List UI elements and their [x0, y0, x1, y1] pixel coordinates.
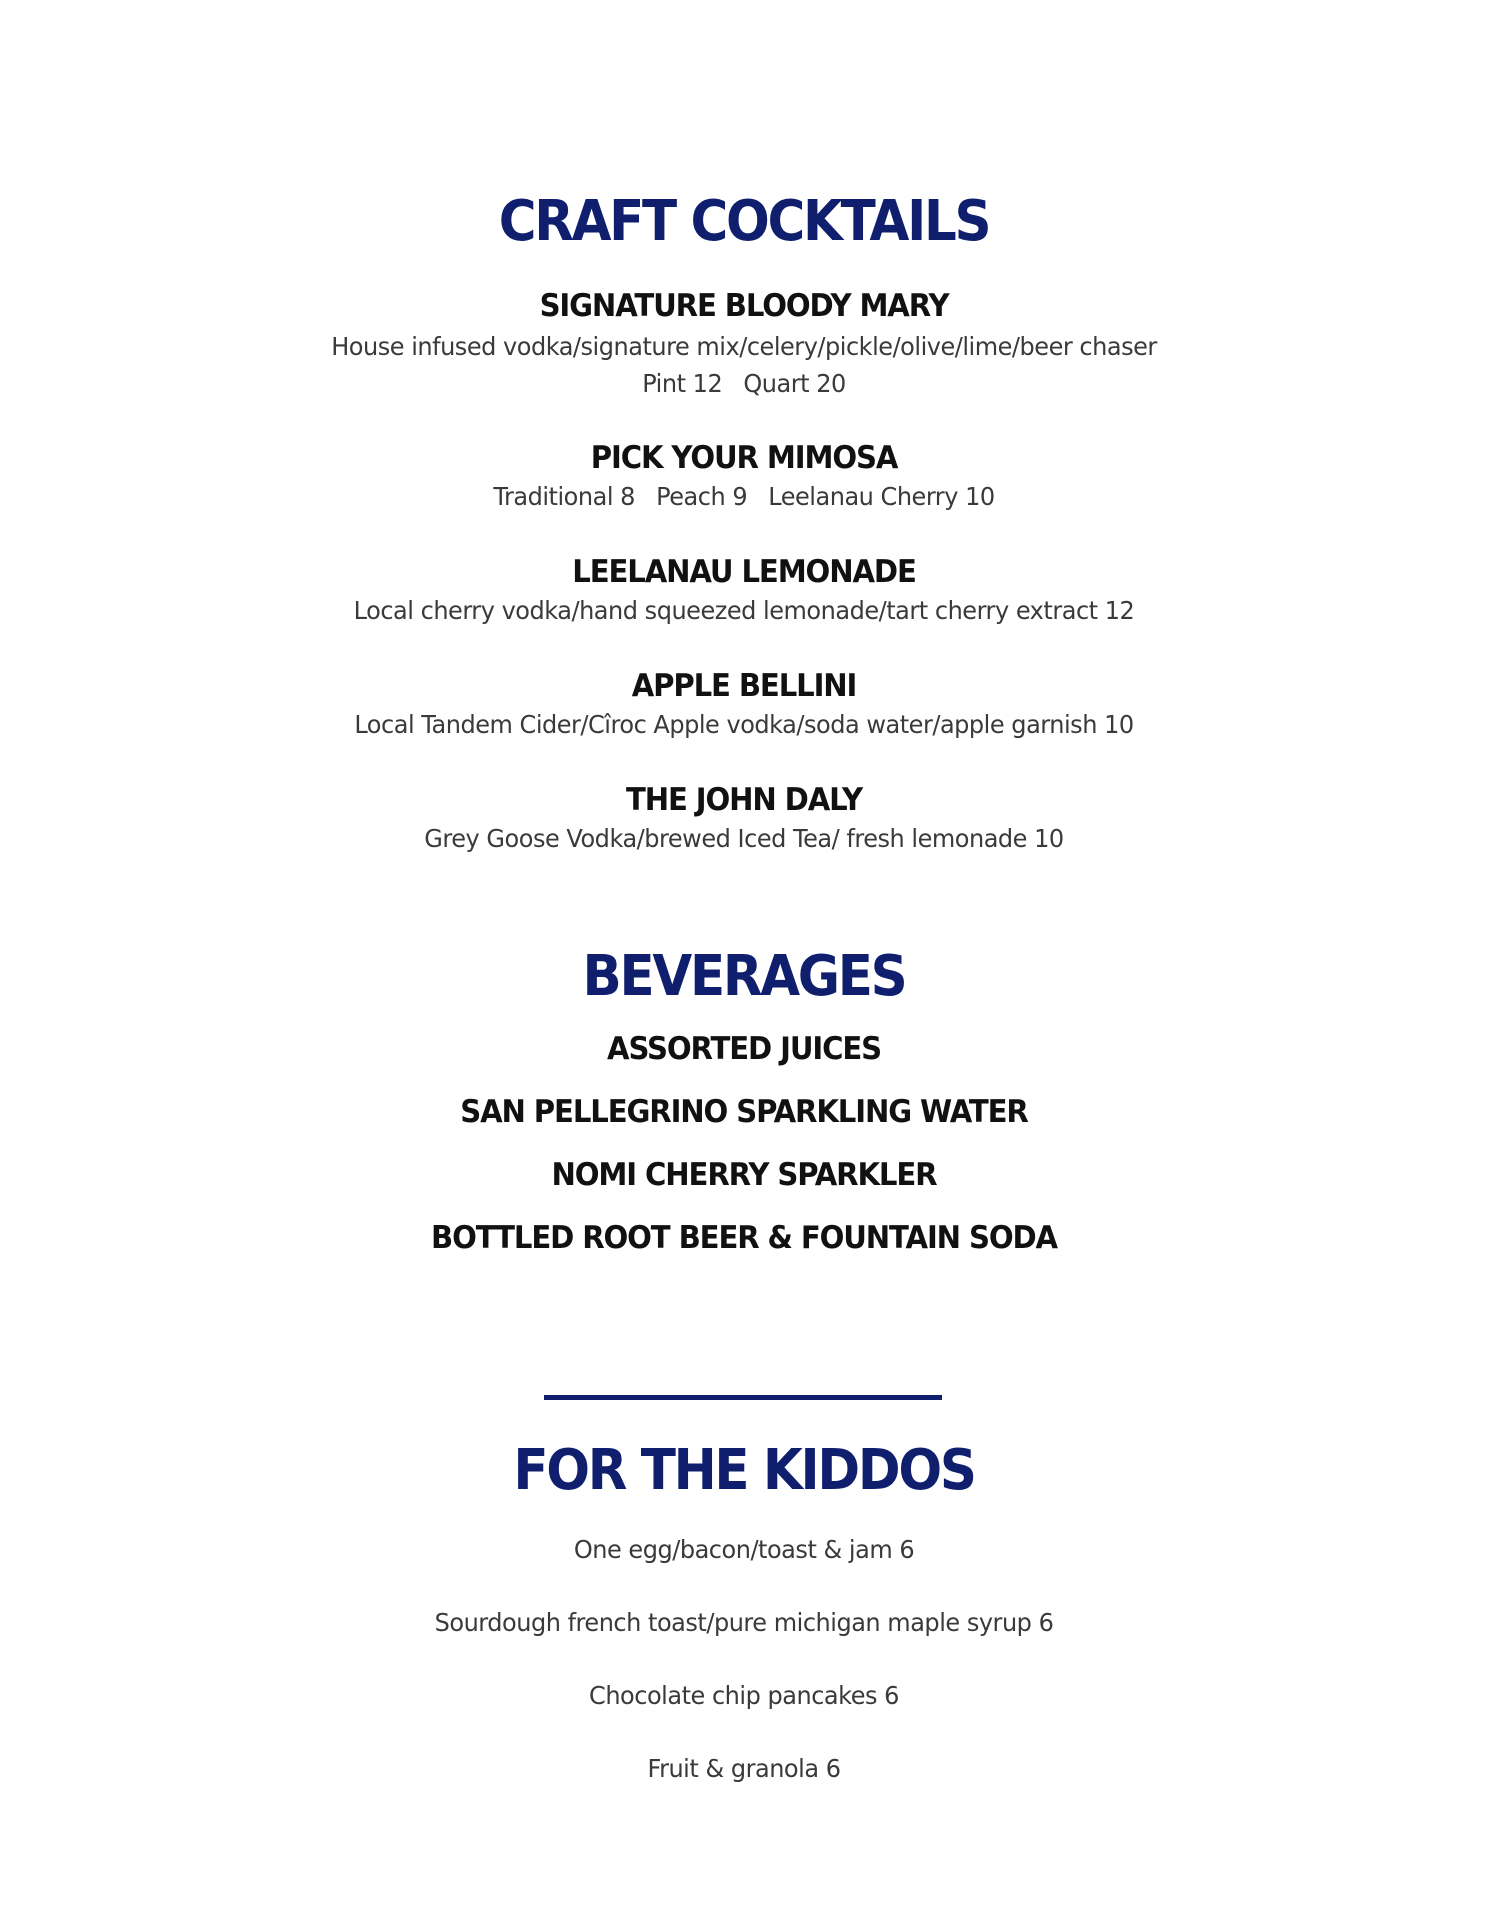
mimosa-name: PICK YOUR MIMOSA [590, 440, 898, 476]
mimosa-price-cherry: Leelanau Cherry 10 [768, 482, 995, 511]
lemonade-name: LEELANAU LEMONADE [572, 554, 916, 590]
kiddos-item: Fruit & granola 6 [647, 1754, 841, 1783]
kiddos-item: One egg/bacon/toast & jam 6 [573, 1535, 915, 1564]
craft-cocktails-title: CRAFT COCKTAILS [498, 189, 990, 254]
john-daly-name: THE JOHN DALY [625, 782, 863, 818]
kiddos-item: Chocolate chip pancakes 6 [589, 1681, 899, 1710]
beverage-item: ASSORTED JUICES [607, 1031, 881, 1067]
bloody-mary-price-quart: Quart 20 [743, 369, 846, 398]
beverage-item: NOMI CHERRY SPARKLER [551, 1157, 937, 1193]
mimosa-price-traditional: Traditional 8 [493, 482, 635, 511]
bellini-description: Local Tandem Cider/Cîroc Apple vodka/soda water/apple garnish 10 [354, 710, 1134, 739]
lemonade-description: Local cherry vodka/hand squeezed lemonade/tart cherry extract 12 [353, 596, 1135, 625]
beverages-title: BEVERAGES [582, 944, 906, 1009]
john-daly-description: Grey Goose Vodka/brewed Iced Tea/ fresh lemonade 10 [424, 824, 1064, 853]
kiddos-title: FOR THE KIDDOS [513, 1438, 975, 1503]
bloody-mary-name: SIGNATURE BLOODY MARY [539, 288, 949, 324]
beverage-item: SAN PELLEGRINO SPARKLING WATER [460, 1094, 1028, 1130]
bloody-mary-prices [30, 371, 1458, 396]
section-divider [544, 1395, 942, 1400]
mimosa-prices [30, 484, 1458, 509]
kiddos-item: Sourdough french toast/pure michigan maple syrup 6 [434, 1608, 1054, 1637]
beverage-item: BOTTLED ROOT BEER & FOUNTAIN SODA [431, 1220, 1057, 1256]
bellini-name: APPLE BELLINI [631, 668, 857, 704]
bloody-mary-price-pint: Pint 12 [642, 369, 723, 398]
mimosa-price-peach: Peach 9 [656, 482, 748, 511]
bloody-mary-description: House infused vodka/signature mix/celery/pickle/olive/lime/beer chaser [331, 332, 1157, 361]
